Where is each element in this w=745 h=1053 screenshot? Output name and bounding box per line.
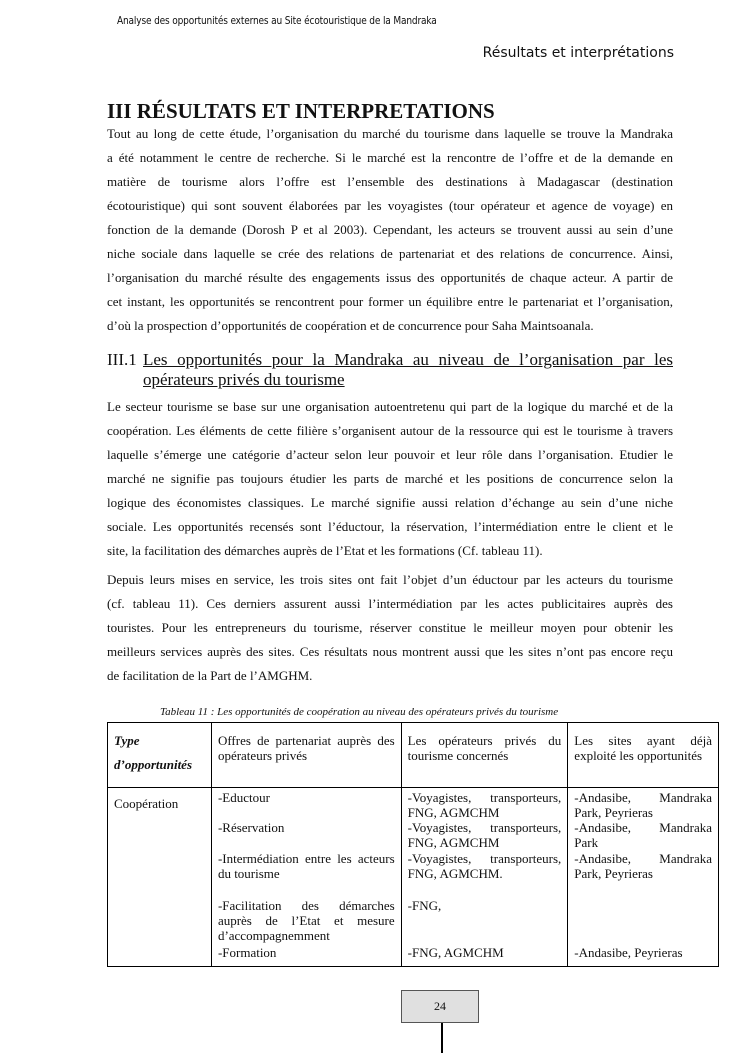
offre-item: -Réservation (217, 820, 285, 835)
running-header: Analyse des opportunités externes au Site écotouristique de la Mandraka (117, 14, 437, 27)
site-item: -Andasibe, Mandraka Park, Peyrieras (574, 851, 712, 881)
paragraph-line: meilleurs services auprès des sites. Ces résultats nous montrent aussi que les sites n’ont pas encore reçu (107, 644, 673, 659)
operateur-item: -FNG, (407, 898, 442, 913)
page-number-rule (441, 1023, 443, 1053)
section-header: Résultats et interprétations (482, 45, 674, 61)
offre-item: -Eductour (217, 790, 270, 805)
paragraph-line: a été notamment le centre de recherche. Si le marché est la rencontre de l’offre et de la demande en (107, 150, 673, 165)
header-cell: Les sites ayant déjà exploité les opportunités (568, 723, 719, 788)
paragraph-line: (cf. tableau 11). Ces derniers assurent aussi l’intermédiation par les actes publicitaires auprès des (107, 596, 673, 611)
paragraph-line: cet instant, les opportunités se rencontrent pour former un équilibre entre le partenariat et l’organisation, (107, 294, 673, 309)
subheading (107, 350, 673, 390)
subheading-line: opérateurs privés du tourisme (143, 370, 345, 389)
header-cell: Type d’opportunités (108, 723, 212, 788)
offre-item: -Intermédiation entre les acteurs du tourisme (217, 851, 395, 881)
paragraph-line: niche sociale dans laquelle se crée des relations de partenariat et des relations de concurrence. Ainsi, (107, 246, 673, 261)
paragraph-line: Tout au long de cette étude, l’organisation du marché du tourisme dans laquelle se trouve la Mandraka (107, 126, 673, 141)
paragraph-line: de facilitation de la Part de l’AMGHM. (107, 668, 313, 683)
site-item: -Andasibe, Mandraka Park, Peyrieras (574, 790, 712, 820)
paragraph-line: site, la facilitation des démarches auprès de l’Etat et les formations (Cf. tableau 11). (107, 543, 543, 558)
paragraph-line: touristes. Pour les entrepreneurs du tourisme, réserver constitue le meilleur moyen pour obtenir les (107, 620, 673, 635)
paragraph-sites (107, 568, 673, 688)
header-cell: Les opérateurs privés du tourisme concernés (401, 723, 568, 788)
opportunities-table (107, 722, 719, 967)
operateur-item: -Voyagistes, transporteurs, FNG, AGMCHM (407, 790, 562, 820)
paragraph-line: Le secteur tourisme se base sur une organisation autoentretenu qui part de la logique du marché et de la (107, 399, 673, 414)
operateur-item: -Voyagistes, transporteurs, FNG, AGMCHM. (407, 851, 562, 881)
paragraph-intro (107, 122, 673, 338)
page-title: III RÉSULTATS ET INTERPRETATIONS (107, 99, 495, 123)
paragraph-line: logique des économistes classiques. Le marché signifie aussi relation d’échange au sein d’une niche (107, 495, 673, 510)
paragraph-line: coopération. Les éléments de cette filière s’organisent autour de la ressource qui est le tourisme à travers (107, 423, 673, 438)
paragraph-line: l’organisation du marché résulte des engagements issus des opportunités de chaque acteur. A partir de (107, 270, 673, 285)
operateur-item: -FNG, AGMCHM (407, 945, 504, 960)
paragraph-line: d’où la prospection d’opportunités de coopération et de concurrence pour Saha Maintsoanala. (107, 318, 594, 333)
offre-item: -Formation (217, 945, 277, 960)
operateur-item: -Voyagistes, transporteurs, FNG, AGMCHM (407, 820, 562, 850)
page-number: 24 (401, 990, 479, 1023)
table-row (108, 788, 719, 967)
paragraph-line: matière de tourisme alors l’offre est l’ensemble des destinations à Madagascar (destination (107, 174, 673, 189)
paragraph-line: Depuis leurs mises en service, les trois sites ont fait l’objet d’un éductour par les acteurs du tourisme (107, 572, 673, 587)
subheading-line: Les opportunités pour la Mandraka au niveau de l’organisation par les (143, 350, 673, 369)
offre-item: -Facilitation des démarches auprès de l’Etat et mesure d’accompagnemment (217, 898, 395, 943)
header-cell: Offres de partenariat auprès des opérateurs privés (211, 723, 401, 788)
paragraph-sector (107, 395, 673, 563)
table-caption: Tableau 11 : Les opportunités de coopération au niveau des opérateurs privés du tourisme (160, 706, 559, 718)
paragraph-line: sociale. Les opportunités recensés sont l’éductour, la réservation, l’intermédiation entre le client et le (107, 519, 673, 534)
site-item: -Andasibe, Peyrieras (574, 945, 683, 960)
paragraph-line: marché ne signifie pas toujours étudier les parts de marché et les positions de concurrence selon la (107, 471, 673, 486)
type-cell: Coopération (108, 788, 212, 967)
operateurs-cell (401, 788, 568, 967)
site-item: -Andasibe, Mandraka Park (574, 820, 712, 850)
paragraph-line: fonction de la demande (Dorosh P et al 2003). Cependant, les acteurs se trouvent aussi au sein d’une (107, 222, 673, 237)
table-header-row (108, 723, 719, 788)
paragraph-line: écotouristique) qui sont souvent élaborées par les voyagistes (tour opérateur et agence de voyage) en (107, 198, 673, 213)
sites-cell (568, 788, 719, 967)
paragraph-line: laquelle s’émerge une catégorie d’acteur selon leur pouvoir et leur rôle dans l’organisation. Etudier le (107, 447, 673, 462)
subheading-number: III.1 (107, 350, 137, 369)
offres-cell (211, 788, 401, 967)
